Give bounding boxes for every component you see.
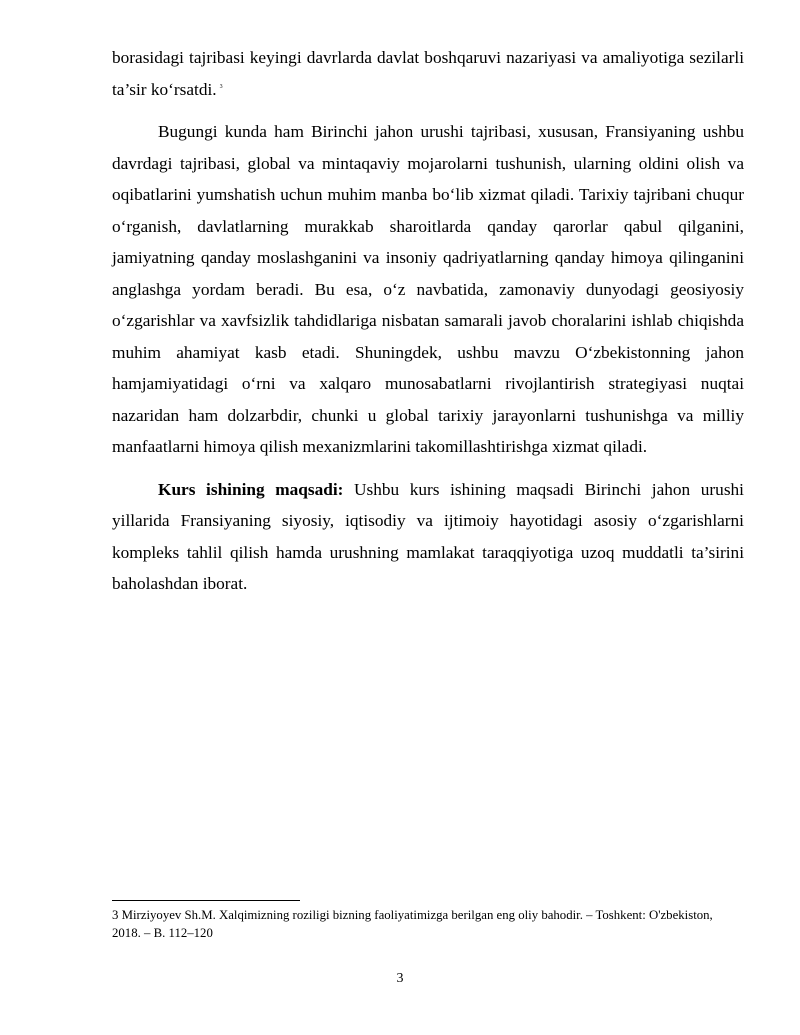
paragraph-text: Ushbu kurs ishining maqsadi Birinchi jahon urushi yillarida Fransiyaning siyosiy, iqtisodiy va ijtimoiy hayotidagi asosiy o‘zgarishlarni kompleks tahlil qilish hamda urushning mamlakat taraqqiyotiga uzoq muddatli ta’sirini baholashdan iborat. xyxy=(112,479,744,593)
footnote: 3 Mirziyoyev Sh.M. Xalqimizning roziligi bizning faoliyatimizga berilgan eng oliy bahodir. – Toshkent: O'zbekiston, 2018. – B. 112–120 xyxy=(112,908,713,940)
page-number: 3 xyxy=(396,971,404,986)
paragraph-course-goal xyxy=(112,474,744,600)
footnote-separator xyxy=(112,900,300,901)
body-text xyxy=(112,42,744,600)
paragraph-continuation xyxy=(112,42,744,105)
paragraph-text: Bugungi kunda ham Birinchi jahon urushi tajribasi, xususan, Fransiyaning ushbu davrdagi tajribasi, global va mintaqaviy mojarolarni tushunish, ularning oldini olish va oqibatlarini yumshatish uchun muhim manba bo‘lib xizmat qiladi. Tarixiy tajribani chuqur o‘rganish, davlatlarning murakkab sharoitlarda qanday qarorlar qabul qilganini, jamiyatning qanday moslashganini va insoniy qadriyatlarning qanday himoya qilinganini anglashga yordam beradi. Bu esa, o‘z navbatida, zamonaviy dunyodagi geosiyosiy o‘zgarishlar va xavfsizlik tahdidlariga nisbatan samarali javob choralarini ishlab chiqishda muhim ahamiyat kasb etadi. Shuningdek, ushbu mavzu O‘zbekistonning jahon hamjamiyatidagi o‘rni va xalqaro munosabatlarni rivojlantirish strategiyasi nuqtai nazaridan ham dolzarbdir, chunki u global tarixiy jarayonlarni tushunishga va milliy manfaatlarni himoya qilish mexanizmlarini takomillashtirishga xizmat qiladi. xyxy=(112,122,744,456)
inline-heading: Kurs ishining maqsadi: xyxy=(158,479,344,499)
paragraph-relevance xyxy=(112,116,744,463)
paragraph-text: borasidagi tajribasi keyingi davrlarda davlat boshqaruvi nazariyasi va amaliyotiga sezilarli ta’sir ko‘rsatdi. xyxy=(112,48,744,99)
footnote-reference: 3 xyxy=(219,83,223,90)
